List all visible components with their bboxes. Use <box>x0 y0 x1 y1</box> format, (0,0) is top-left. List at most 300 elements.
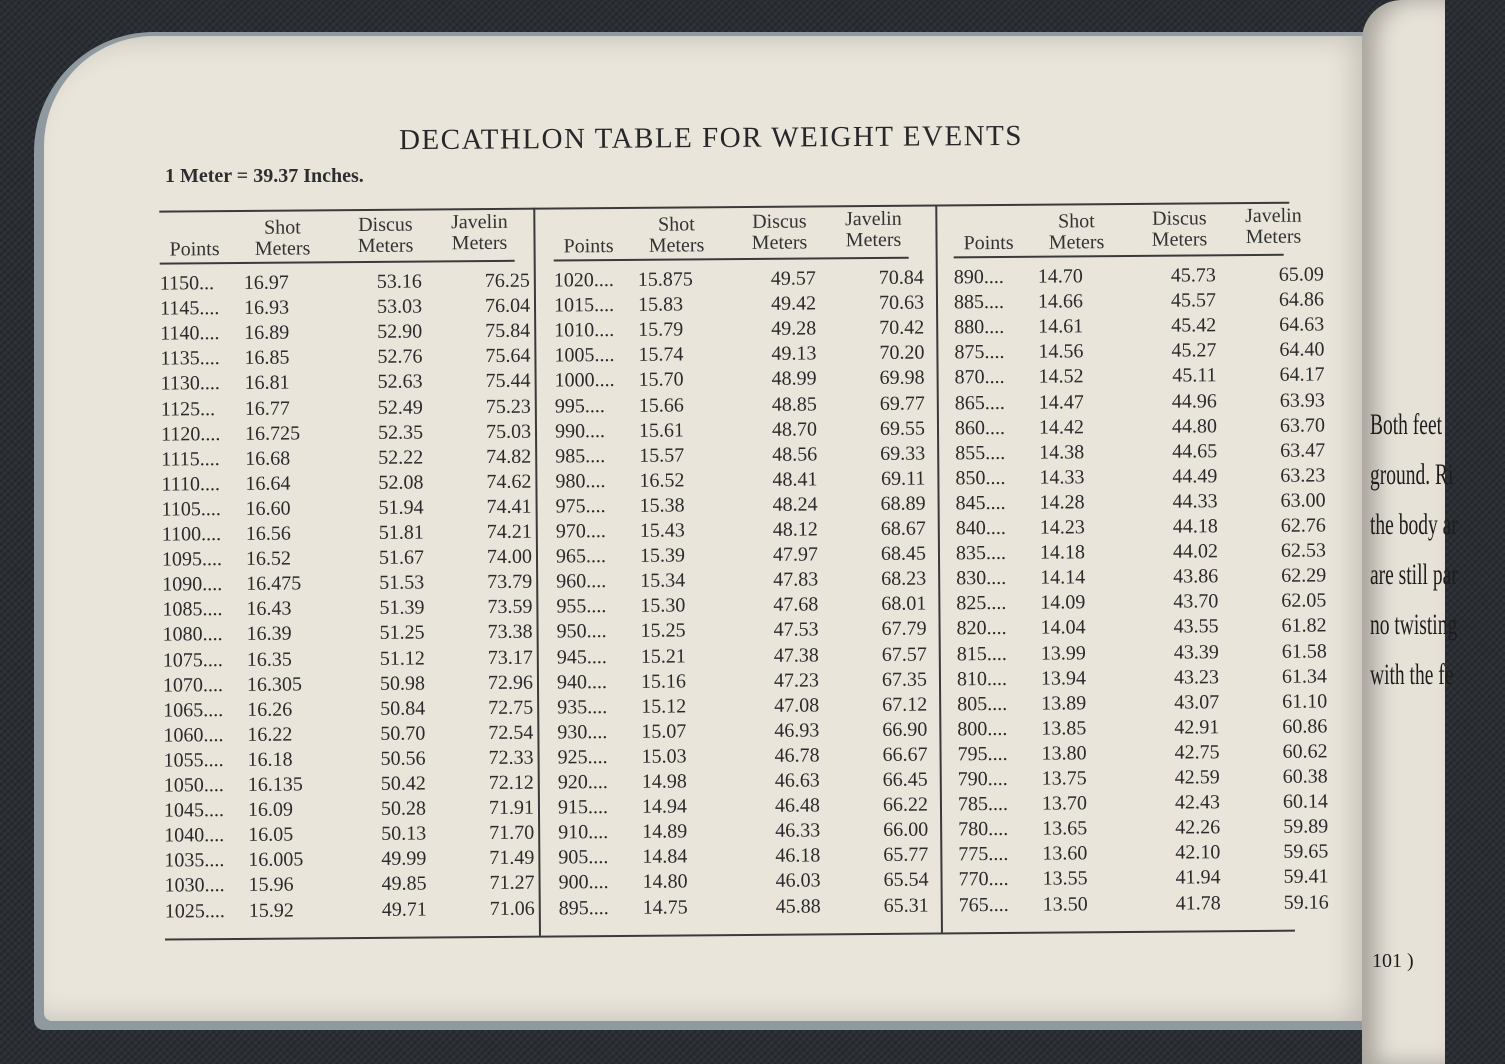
table-cell-shot: 14.38 <box>1039 441 1085 464</box>
table-cell-discus: 51.81 <box>378 521 424 544</box>
table-cell-javelin: 67.79 <box>881 617 927 641</box>
table-cell-discus: 51.94 <box>378 496 424 519</box>
table-cell-points: 1130.... <box>160 372 220 395</box>
table-cell-points: 800.... <box>957 717 1008 741</box>
table-row <box>955 464 1335 490</box>
header-label: Shot <box>1057 210 1095 233</box>
table-cell-discus: 50.13 <box>381 822 427 846</box>
table-cell-shot: 14.47 <box>1038 390 1084 414</box>
table-cell-shot: 15.66 <box>638 393 684 417</box>
table-cell-shot: 14.98 <box>641 770 687 793</box>
table-cell-points: 1060.... <box>163 723 224 747</box>
table-cell-javelin: 75.64 <box>485 344 531 368</box>
table-cell-shot: 15.30 <box>640 594 686 618</box>
column-divider <box>533 208 540 936</box>
table-cell-shot: 16.305 <box>246 673 303 696</box>
table-cell-points: 995.... <box>554 394 605 417</box>
table-cell-javelin: 72.33 <box>488 746 534 769</box>
table-row <box>958 840 1338 866</box>
table-row <box>555 467 935 493</box>
table-cell-javelin: 59.89 <box>1283 815 1329 838</box>
table-cell-javelin: 75.23 <box>485 395 531 418</box>
table-cell-shot: 14.66 <box>1037 290 1084 313</box>
table-cell-points: 920.... <box>557 771 608 794</box>
table-cell-shot: 13.94 <box>1040 666 1087 690</box>
table-cell-javelin: 60.86 <box>1282 715 1328 738</box>
facing-page <box>1362 0 1458 1064</box>
table-cell-points: 815.... <box>956 642 1007 665</box>
table-cell-points: 970.... <box>555 520 606 543</box>
table-row <box>956 639 1337 665</box>
table-row <box>955 514 1336 540</box>
table-cell-shot: 16.22 <box>247 723 293 746</box>
table-cell-shot: 16.725 <box>244 422 301 445</box>
table-cell-shot: 14.09 <box>1040 591 1086 614</box>
table-cell-shot: 13.99 <box>1040 641 1086 665</box>
table-cell-points: 850.... <box>955 466 1006 490</box>
table-cell-discus: 43.55 <box>1173 615 1219 639</box>
table-cell-points: 830.... <box>956 567 1007 590</box>
header-javelin <box>829 209 917 252</box>
table-cell-points: 960.... <box>556 570 607 593</box>
header-shot <box>1031 211 1121 254</box>
table-row <box>162 570 542 596</box>
header-label: Meters <box>751 231 808 254</box>
table-cell-shot: 15.34 <box>640 569 686 593</box>
table-cell-discus: 46.48 <box>774 794 821 817</box>
table-cell-shot: 13.80 <box>1041 742 1087 765</box>
table-cell-javelin: 72.54 <box>488 721 534 744</box>
table-cell-discus: 47.08 <box>774 694 820 717</box>
table-cell-points: 1000.... <box>554 369 615 392</box>
table-cell-shot: 16.81 <box>244 371 290 395</box>
table-cell-shot: 14.70 <box>1037 265 1083 288</box>
table-cell-discus: 43.23 <box>1173 665 1220 689</box>
table-cell-discus: 44.49 <box>1172 465 1218 488</box>
table-cell-shot: 15.57 <box>639 444 685 467</box>
table-cell-points: 1065.... <box>163 698 224 722</box>
table-cell-shot: 16.97 <box>243 271 289 294</box>
header-label: Meters <box>451 231 508 255</box>
table-cell-shot: 16.05 <box>248 823 294 847</box>
table-cell-javelin: 64.63 <box>1279 313 1325 336</box>
table-cell-points: 900.... <box>558 871 609 894</box>
table-cell-discus: 49.57 <box>770 267 816 290</box>
table-cell-shot: 13.65 <box>1042 817 1088 840</box>
header-discus <box>341 214 429 257</box>
table-row <box>555 517 936 543</box>
table-cell-javelin: 75.84 <box>485 319 531 343</box>
table-cell-discus: 44.96 <box>1171 389 1217 413</box>
facing-page-line: Both feet <box>1370 408 1443 441</box>
header-points <box>553 236 623 258</box>
table-row <box>164 897 545 923</box>
table-cell-shot: 14.75 <box>642 895 688 919</box>
table-cell-discus: 41.78 <box>1175 891 1221 915</box>
table-cell-shot: 15.83 <box>637 293 684 316</box>
table-cell-shot: 15.39 <box>639 544 686 567</box>
table-cell-javelin: 70.20 <box>879 341 925 365</box>
table-row <box>957 765 1338 791</box>
table-cell-points: 880.... <box>954 316 1005 339</box>
page-number: 101 ) <box>1372 950 1414 972</box>
header-label: Meters <box>1048 231 1105 254</box>
table-cell-javelin: 70.42 <box>879 316 925 340</box>
table-cell-shot: 15.21 <box>640 644 686 668</box>
table-cell-discus: 52.08 <box>378 471 424 494</box>
table-cell-javelin: 64.40 <box>1279 338 1325 362</box>
table-cell-shot: 15.92 <box>248 899 294 922</box>
table-cell-discus: 52.76 <box>377 345 423 369</box>
table-row <box>557 768 938 794</box>
table-cell-shot: 15.12 <box>641 695 687 718</box>
table-cell-shot: 16.77 <box>244 397 290 420</box>
table-row <box>956 589 1336 615</box>
table-cell-points: 1045.... <box>163 799 225 822</box>
table-cell-points: 860.... <box>954 416 1006 439</box>
table-cell-shot: 14.33 <box>1039 466 1085 489</box>
table-cell-points: 1105.... <box>161 497 221 521</box>
table-cell-points: 980.... <box>555 469 606 493</box>
table-cell-points: 985.... <box>555 444 606 468</box>
table-cell-javelin: 67.35 <box>881 668 928 691</box>
table-cell-javelin: 61.34 <box>1281 665 1328 688</box>
table-cell-points: 780.... <box>958 818 1009 841</box>
table-row <box>161 520 542 546</box>
table-row <box>954 338 1334 364</box>
table-row <box>556 643 937 668</box>
table-cell-shot: 14.89 <box>642 820 688 843</box>
table-cell-shot: 16.35 <box>246 648 292 671</box>
table-cell-javelin: 76.04 <box>484 294 531 318</box>
table-cell-points: 770.... <box>958 868 1009 891</box>
table-row <box>554 392 935 417</box>
table-cell-javelin: 68.01 <box>881 592 927 616</box>
table-cell-discus: 48.41 <box>772 468 818 491</box>
table-cell-discus: 43.07 <box>1174 690 1220 714</box>
header-label: Javelin <box>844 207 902 231</box>
table-cell-javelin: 76.25 <box>484 269 530 293</box>
table-cell-javelin: 63.93 <box>1279 388 1325 412</box>
table-cell-shot: 15.875 <box>637 268 693 291</box>
table-row <box>162 621 543 646</box>
table-row <box>955 489 1336 515</box>
table-row <box>557 718 937 744</box>
header-discus <box>735 211 823 254</box>
table-cell-javelin: 65.31 <box>883 894 929 917</box>
table-cell-discus: 52.49 <box>377 396 423 419</box>
table-cell-discus: 49.42 <box>770 292 817 315</box>
table-cell-shot: 16.135 <box>247 773 303 796</box>
table-cell-points: 1145.... <box>159 297 220 320</box>
table-cell-shot: 14.52 <box>1038 365 1084 389</box>
table-cell-discus: 53.03 <box>376 295 423 318</box>
table-cell-shot: 14.61 <box>1038 315 1084 338</box>
table-cell-javelin: 70.63 <box>878 291 925 315</box>
table-cell-javelin: 75.44 <box>485 370 531 393</box>
table-cell-points: 865.... <box>954 391 1005 414</box>
table-cell-discus: 43.70 <box>1173 590 1219 613</box>
table-cell-points: 1075.... <box>162 648 223 672</box>
table-cell-discus: 49.13 <box>771 342 817 366</box>
header-rule <box>160 260 515 264</box>
table-row <box>160 344 540 370</box>
table-cell-shot: 16.89 <box>244 321 290 345</box>
table-cell-points: 1025.... <box>164 899 225 923</box>
table-cell-points: 1140.... <box>160 322 220 345</box>
table-cell-points: 915.... <box>557 796 609 819</box>
table-cell-javelin: 71.27 <box>489 872 535 895</box>
table-cell-points: 825.... <box>956 592 1007 615</box>
table-cell-points: 845.... <box>955 491 1006 515</box>
table-cell-points: 1020.... <box>553 269 614 292</box>
table-cell-discus: 44.80 <box>1171 414 1218 438</box>
header-label: Meters <box>1151 228 1208 251</box>
table-cell-points: 975.... <box>555 494 606 518</box>
table-cell-shot: 13.89 <box>1041 692 1087 715</box>
table-cell-discus: 48.99 <box>771 367 817 391</box>
table-cell-javelin: 72.12 <box>488 771 534 795</box>
table-cell-discus: 43.86 <box>1173 565 1219 588</box>
table-cell-javelin: 60.62 <box>1282 740 1328 763</box>
table-cell-points: 1005.... <box>554 344 615 367</box>
table-cell-javelin: 65.09 <box>1278 263 1324 286</box>
table-cell-points: 905.... <box>558 846 609 869</box>
table-cell-javelin: 62.76 <box>1280 514 1326 537</box>
table-cell-discus: 52.35 <box>377 421 424 444</box>
table-cell-discus: 44.65 <box>1172 439 1218 463</box>
table-cell-discus: 51.67 <box>378 546 425 569</box>
page-title: DECATHLON TABLE FOR WEIGHT EVENTS <box>398 119 1024 157</box>
table-cell-discus: 49.85 <box>381 872 427 896</box>
header-label: Points <box>563 235 614 258</box>
table-cell-javelin: 61.58 <box>1281 639 1327 663</box>
table-row <box>161 545 542 571</box>
table-cell-javelin: 72.75 <box>488 696 534 719</box>
table-cell-shot: 13.60 <box>1042 842 1088 865</box>
table-cell-points: 930.... <box>557 720 608 744</box>
table-row <box>555 542 936 568</box>
table-cell-javelin: 69.77 <box>879 392 925 415</box>
table-cell-points: 1050.... <box>163 774 224 797</box>
table-cell-shot: 14.04 <box>1040 616 1086 640</box>
header-shot <box>631 214 721 257</box>
table-cell-javelin: 62.05 <box>1281 589 1327 613</box>
table-cell-points: 1090.... <box>162 573 223 596</box>
table-cell-javelin: 71.06 <box>489 897 535 920</box>
table-cell-javelin: 64.17 <box>1279 363 1325 387</box>
table-cell-discus: 49.71 <box>381 898 427 921</box>
table-cell-javelin: 68.23 <box>881 567 927 591</box>
table-bottom-rule <box>165 930 1295 940</box>
table-cell-javelin: 71.49 <box>489 846 535 870</box>
table-cell-discus: 45.73 <box>1170 264 1216 287</box>
table-cell-discus: 42.91 <box>1174 716 1220 739</box>
table-cell-shot: 16.26 <box>247 698 293 721</box>
table-cell-points: 1085.... <box>162 598 223 621</box>
table-cell-javelin: 74.41 <box>486 495 532 518</box>
table-cell-discus: 42.10 <box>1175 841 1221 864</box>
table-cell-shot: 16.60 <box>245 497 291 520</box>
table-cell-javelin: 69.33 <box>880 442 926 465</box>
table-cell-javelin: 66.00 <box>883 818 929 842</box>
table-cell-javelin: 68.45 <box>880 542 927 566</box>
table-cell-points: 805.... <box>957 692 1008 716</box>
header-javelin <box>435 212 523 255</box>
table-cell-javelin: 73.59 <box>487 595 533 619</box>
decathlon-table <box>40 31 1378 1026</box>
table-cell-javelin: 73.79 <box>487 570 533 594</box>
table-cell-discus: 49.99 <box>381 847 427 871</box>
table-cell-shot: 14.14 <box>1040 566 1086 589</box>
table-cell-shot: 14.84 <box>642 845 688 869</box>
table-cell-discus: 50.84 <box>380 697 426 720</box>
table-cell-javelin: 60.14 <box>1282 790 1329 813</box>
table-cell-discus: 52.90 <box>377 320 423 344</box>
table-cell-shot: 14.56 <box>1038 340 1084 363</box>
table-cell-javelin: 69.98 <box>879 366 925 390</box>
table-cell-shot: 16.005 <box>248 848 304 872</box>
table-cell-points: 965.... <box>555 545 607 568</box>
header-label: Meters <box>357 234 414 258</box>
table-cell-javelin: 71.91 <box>488 796 535 820</box>
table-cell-javelin: 67.57 <box>881 643 927 666</box>
table-cell-javelin: 65.77 <box>883 843 929 867</box>
conversion-note: 1 Meter = 39.37 Inches. <box>165 165 364 187</box>
table-cell-discus: 47.23 <box>773 669 820 692</box>
header-label: Meters <box>845 228 902 252</box>
column-divider <box>935 204 942 932</box>
table-row <box>555 492 936 518</box>
table-cell-points: 820.... <box>956 617 1007 640</box>
header-label: Points <box>169 238 220 261</box>
table-cell-discus: 44.02 <box>1172 540 1219 563</box>
table-cell-javelin: 71.70 <box>489 821 535 845</box>
table-cell-javelin: 66.67 <box>882 743 928 766</box>
table-row <box>955 539 1336 565</box>
table-cell-points: 1015.... <box>553 294 615 317</box>
table-row <box>160 395 541 421</box>
table-cell-javelin: 69.11 <box>881 467 926 490</box>
table-row <box>164 846 544 872</box>
table-cell-shot: 15.16 <box>640 670 687 693</box>
table-cell-points: 940.... <box>556 670 608 694</box>
table-cell-shot: 15.96 <box>248 873 294 897</box>
table-cell-points: 1150... <box>159 272 215 295</box>
table-cell-javelin: 60.38 <box>1282 765 1328 788</box>
table-cell-javelin: 66.22 <box>882 793 929 817</box>
table-cell-javelin: 73.17 <box>487 646 533 669</box>
table-cell-javelin: 74.62 <box>486 470 532 493</box>
table-cell-javelin: 63.00 <box>1280 489 1326 512</box>
table-cell-javelin: 64.86 <box>1278 288 1325 311</box>
table-cell-points: 910.... <box>558 821 609 844</box>
table-cell-javelin: 61.82 <box>1281 614 1327 638</box>
table-cell-points: 935.... <box>557 695 608 719</box>
table-cell-points: 1095.... <box>161 548 223 571</box>
table-cell-discus: 47.68 <box>773 593 819 617</box>
table-cell-javelin: 63.70 <box>1279 414 1326 437</box>
table-cell-discus: 51.12 <box>379 647 425 670</box>
table-cell-points: 1115.... <box>161 447 220 471</box>
header-label: Meters <box>1245 225 1302 249</box>
table-cell-discus: 47.83 <box>773 568 819 591</box>
table-cell-shot: 16.85 <box>244 346 290 370</box>
table-row <box>163 721 543 747</box>
table-cell-javelin: 62.29 <box>1281 564 1327 587</box>
table-row <box>162 595 542 621</box>
table-cell-shot: 16.68 <box>245 447 291 470</box>
table-cell-discus: 46.03 <box>775 869 821 893</box>
table-cell-javelin: 59.65 <box>1283 840 1329 864</box>
table-cell-shot: 15.70 <box>638 368 684 392</box>
facing-page-line: the body ar <box>1370 508 1458 541</box>
table-cell-discus: 50.28 <box>380 797 427 820</box>
table-row <box>162 646 543 672</box>
table-cell-shot: 16.56 <box>245 522 291 545</box>
table-cell-points: 1035.... <box>164 849 225 872</box>
header-points <box>159 239 229 261</box>
table-cell-javelin: 74.82 <box>486 445 532 468</box>
table-row <box>954 388 1335 414</box>
table-row <box>957 715 1337 741</box>
table-cell-points: 1080.... <box>162 623 223 646</box>
table-cell-points: 1010.... <box>554 319 615 342</box>
table-cell-discus: 42.26 <box>1175 816 1221 839</box>
table-cell-points: 1110.... <box>161 472 221 496</box>
table-cell-javelin: 75.03 <box>485 420 532 443</box>
table-cell-shot: 16.39 <box>246 622 292 646</box>
header-label: Shot <box>657 213 695 236</box>
table-cell-points: 855.... <box>955 441 1006 465</box>
table-cell-points: 1125... <box>160 397 216 421</box>
table-cell-discus: 49.28 <box>771 317 817 340</box>
facing-page-line: no twisting <box>1370 608 1458 641</box>
header-label: Javelin <box>450 210 508 234</box>
table-cell-discus: 42.43 <box>1174 791 1221 814</box>
table-row <box>556 567 936 593</box>
table-cell-points: 1120.... <box>160 422 221 446</box>
table-row <box>554 341 934 367</box>
table-cell-points: 890.... <box>953 265 1004 289</box>
table-cell-shot: 15.25 <box>640 619 686 643</box>
table-cell-points: 765.... <box>958 893 1009 916</box>
book-page <box>44 36 1374 1021</box>
table-cell-points: 1040.... <box>164 824 225 847</box>
table-cell-javelin: 66.90 <box>882 718 928 741</box>
table-cell-javelin: 72.96 <box>487 671 534 694</box>
table-cell-discus: 43.39 <box>1173 640 1219 664</box>
table-cell-discus: 44.33 <box>1172 490 1218 513</box>
table-cell-javelin: 59.41 <box>1283 865 1329 889</box>
table-cell-shot: 16.475 <box>246 572 302 596</box>
table-cell-discus: 50.98 <box>379 672 426 695</box>
table-cell-discus: 47.53 <box>773 618 819 642</box>
table-cell-discus: 47.97 <box>772 543 819 566</box>
table-cell-discus: 47.38 <box>773 643 819 667</box>
table-cell-shot: 16.52 <box>245 547 292 571</box>
header-points <box>953 233 1023 255</box>
table-cell-discus: 50.42 <box>380 772 426 795</box>
table-cell-points: 1055.... <box>163 748 224 772</box>
table-cell-points: 790.... <box>957 767 1008 791</box>
table-cell-shot: 14.28 <box>1039 491 1085 514</box>
table-cell-javelin: 70.84 <box>878 266 924 289</box>
table-cell-shot: 15.74 <box>638 343 684 367</box>
table-cell-discus: 46.33 <box>775 819 821 842</box>
header-label: Shot <box>263 216 301 239</box>
table-cell-discus: 50.56 <box>380 747 426 770</box>
